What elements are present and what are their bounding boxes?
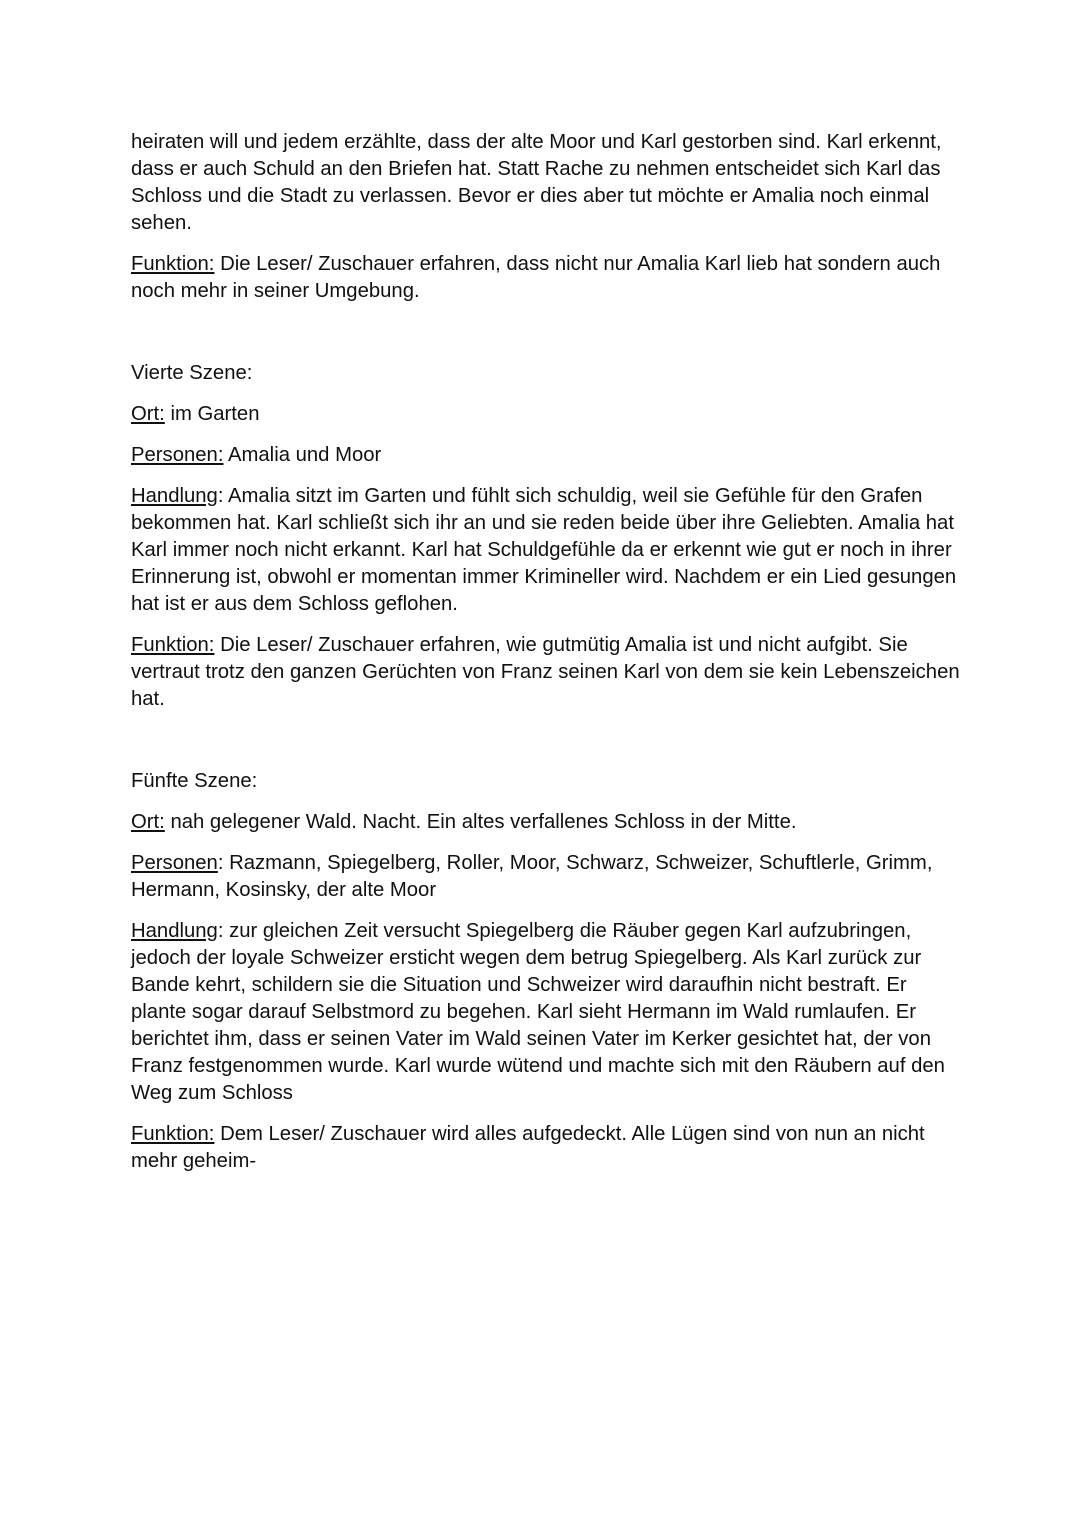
handlung-text: : zur gleichen Zeit versucht Spiegelberg die Räuber gegen Karl aufzubringen, jedoch der loyale Schweizer ersticht wegen dem betrug Spiegelberg. Als Karl zurück zur Bande kehrt, schildern sie die Situation und Schweizer wird daraufhin nicht bestraft. Er plante sogar darauf Selbstmord zu begehen. Karl sieht Hermann im Wald rumlaufen. Er berichtet ihm, dass er seinen Vater im Wald seinen Vater im Kerker gesichtet hat, der von Franz festgenommen wurde. Karl wurde wütend und machte sich mit den Räubern auf den Weg zum Schloss: [131, 920, 945, 1104]
personen-text: : Razmann, Spiegelberg, Roller, Moor, Schwarz, Schweizer, Schuftlerle, Grimm, Hermann, Kosinsky, der alte Moor: [131, 852, 933, 901]
funktion-label: Funktion:: [131, 1123, 215, 1145]
funktion-text: Dem Leser/ Zuschauer wird alles aufgedeckt. Alle Lügen sind von nun an nicht mehr geheim-: [131, 1123, 925, 1172]
personen-label: Personen:: [131, 444, 224, 466]
scene5-handlung: [131, 918, 961, 1107]
ort-label: Ort:: [131, 811, 165, 833]
funktion-label: Funktion:: [131, 634, 215, 656]
scene5-funktion: [131, 1121, 961, 1175]
scene5-personen: [131, 850, 961, 904]
ort-label: Ort:: [131, 403, 165, 425]
funktion-text: Die Leser/ Zuschauer erfahren, wie gutmütig Amalia ist und nicht aufgibt. Sie vertraut trotz den ganzen Gerüchten von Franz seinen Karl von dem sie kein Lebenszeichen hat.: [131, 634, 960, 710]
scene4-ort: [131, 401, 961, 428]
scene5-heading: Fünfte Szene:: [131, 770, 258, 792]
intro-funktion: [131, 251, 961, 305]
handlung-text: : Amalia sitzt im Garten und fühlt sich schuldig, weil sie Gefühle für den Grafen bekommen hat. Karl schließt sich ihr an und sie reden beide über ihre Geliebten. Amalia hat Karl immer noch nicht erkannt. Karl hat Schuldgefühle da er erkennt wie gut er noch in ihrer Erinnerung ist, obwohl er momentan immer Krimineller wird. Nachdem er ein Lied gesungen hat ist er aus dem Schloss geflohen.: [131, 485, 957, 615]
ort-text: im Garten: [164, 403, 260, 425]
handlung-label: Handlung: [131, 485, 218, 507]
personen-label: Personen: [131, 852, 218, 874]
handlung-label: Handlung: [131, 920, 218, 942]
funktion-text: Die Leser/ Zuschauer erfahren, dass nicht nur Amalia Karl lieb hat sondern auch noch mehr in seiner Umgebung.: [131, 253, 941, 302]
section-gap: [131, 319, 961, 360]
personen-text: Amalia und Moor: [223, 444, 382, 466]
scene4-funktion: [131, 632, 961, 713]
scene4-heading: Vierte Szene:: [131, 362, 253, 384]
intro-paragraph: heiraten will und jedem erzählte, dass der alte Moor und Karl gestorben sind. Karl erkennt, dass er auch Schuld an den Briefen hat. Statt Rache zu nehmen entscheidet sich Karl das Schloss und die Stadt zu verlassen. Bevor er dies aber tut möchte er Amalia noch einmal sehen.: [131, 131, 942, 234]
ort-text: nah gelegener Wald. Nacht. Ein altes verfallenes Schloss in der Mitte.: [164, 811, 797, 833]
scene4-personen: [131, 442, 961, 469]
document-page: [131, 129, 961, 1189]
scene4-handlung: [131, 483, 961, 618]
funktion-label: Funktion:: [131, 253, 215, 275]
section-gap: [131, 727, 961, 768]
scene5-ort: [131, 809, 961, 836]
